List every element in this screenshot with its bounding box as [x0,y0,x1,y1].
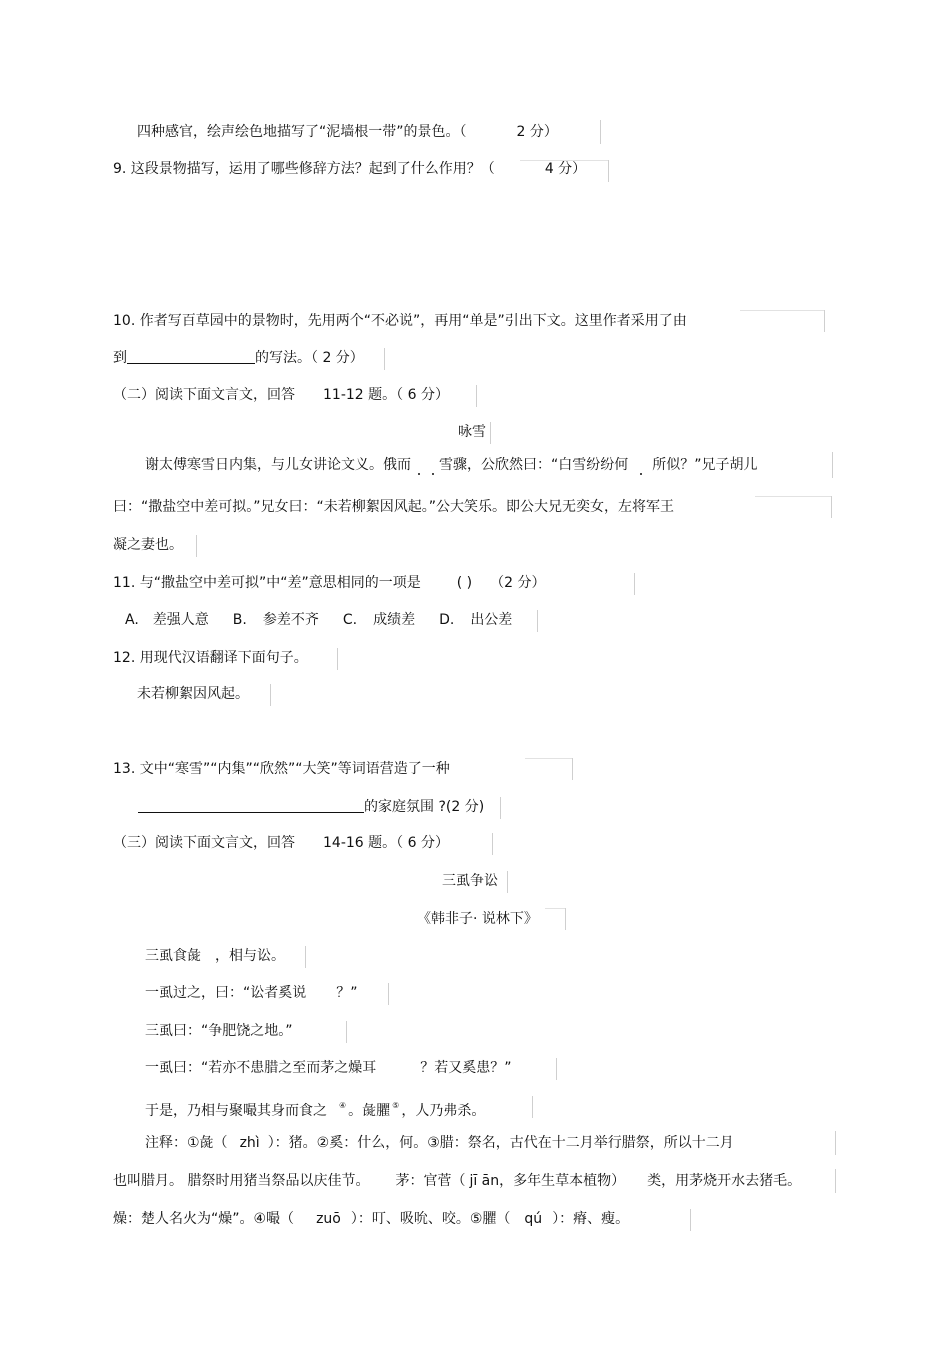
poem-line1-b: 雪骤，公欣然曰：“白雪纷纷何 [439,457,629,473]
notes-line2-a: 也叫腊月。 腊祭时用猪当祭品以庆佳节。 [113,1173,370,1189]
pinyin: qú [524,1211,543,1227]
q10-line1: 10. 作者写百草园中的景物时，先用两个“不必说”，再用“单是”引出下文。这里作者采用了由 [113,313,687,329]
poem-line3: 凝之妻也。 [113,537,183,553]
frame-mark [537,610,538,632]
q11-score: （2 分） [490,575,546,591]
notes-line2-c: ，多年生草本植物） [499,1173,626,1189]
frame-mark [532,1096,533,1118]
story-line3: 三虱曰：“争肥饶之地。” [145,1023,293,1039]
q13-line1: 13. 文中“寒雪”“内集”“欣然”“大笑”等词语营造了一种 [113,761,450,777]
frame-mark [270,684,271,706]
section2-range: 11-12 题。（ 6 分） [323,387,449,403]
story-line4-a: 一虱曰：“若亦不患腊之至而茅之燥耳 [145,1060,377,1076]
story-line5-a: 于是，乃相与聚嘬其身而食之 [145,1103,327,1119]
frame-mark [545,908,565,909]
notes-line3-c: ）：瘠、瘦。 [552,1211,630,1227]
poem-line1-c: 所似？”兄子胡儿 [652,457,758,473]
answer-blank[interactable] [138,812,364,813]
option-a[interactable] [125,612,209,628]
frame-mark [831,496,832,518]
option-text: 成绩差 [373,612,416,628]
frame-mark [740,310,824,311]
answer-blank[interactable] [127,363,255,364]
frame-mark [690,1209,691,1231]
notes-line3-a: 燥：楚人名火为“燥”。④嘬（ [113,1211,295,1227]
q9-question [113,159,586,179]
option-letter: A. [125,612,139,628]
q11-text: 11. 与“撒盐空中差可拟”中“差”意思相同的一项是 [113,575,421,591]
poem-line2: 曰：“撒盐空中差可拟。”兄女曰：“未若柳絮因风起。”公大笑乐。即公大兄无奕女，左将军王 [113,499,675,515]
q10-line2-post: 的写法。（ 2 分） [255,350,364,366]
option-c[interactable] [343,612,415,628]
frame-mark [346,1021,347,1043]
poem-title: 咏雪 [458,424,486,440]
q8-tail-line [137,122,558,142]
section3-heading [113,833,449,853]
pinyin: zuō [316,1211,341,1227]
frame-mark [492,833,493,855]
section3-range: 14-16 题。（ 6 分） [323,835,449,851]
frame-mark [634,573,635,595]
frame-mark [500,797,501,819]
story-line5-c: ，人乃弗杀。 [401,1103,486,1119]
frame-mark [556,1058,557,1080]
option-letter: B. [232,612,247,628]
notes-line2-b: 茅：官菅（ [395,1173,466,1189]
poem-line1-a: 谢太傅寒雪日内集，与儿女讲论文义。俄而 [145,457,411,473]
pinyin: jī ān [469,1173,500,1189]
q13-line2 [138,797,484,817]
section2-text: （二）阅读下面文言文，回答 [113,387,295,403]
q11-paren[interactable]: ( ) [456,575,473,591]
frame-mark [565,908,566,930]
frame-mark [835,1169,836,1193]
notes-line2-d: 类，用茅烧开水去猪毛。 [647,1173,802,1189]
option-b[interactable] [233,612,319,628]
story-line5 [145,1096,485,1121]
option-letter: C. [342,612,358,628]
notes-line1 [145,1133,734,1153]
notes-line1-a: 注释：①彘（ [145,1135,228,1151]
story-line5-b: 。彘臞 [348,1103,391,1119]
frame-mark [835,1131,836,1155]
frame-mark [384,348,385,370]
option-letter: D. [439,612,455,628]
story-line2 [145,983,358,1003]
frame-mark [388,983,389,1005]
frame-mark [572,758,573,780]
story-line2-a: 一虱过之，曰：“讼者奚说 [145,985,307,1001]
section2-heading [113,385,449,405]
frame-mark [520,160,608,161]
q12-sentence: 未若柳絮因风起。 [137,686,249,702]
q8-tail-text: 四种感官，绘声绘色地描写了“泥墙根一带”的景色。（ [137,124,467,140]
option-text: 差强人意 [152,612,209,628]
frame-mark [196,535,197,557]
notes-line3 [113,1209,629,1229]
q9-text: 9. 这段景物描写，运用了哪些修辞方法？起到了什么作用？（ [113,161,495,177]
q11-options [125,610,512,630]
footnote-mark: ⑤ [392,1101,400,1110]
q10-line2 [113,348,364,368]
story-source: 《韩非子· 说林下》 [417,911,538,927]
frame-mark [824,310,825,332]
frame-mark [337,648,338,670]
option-text: 参差不齐 [262,612,319,628]
frame-mark [755,496,831,497]
story-title: 三虱争讼 [442,873,498,889]
poem-line1 [145,455,758,475]
pinyin: zhì [239,1135,260,1151]
q9-score: 4 分） [544,161,587,177]
frame-mark [490,422,491,444]
q10-line2-pre: 到 [113,350,127,366]
story-line1-b: ，相与讼。 [215,948,285,964]
option-d[interactable] [439,612,512,628]
frame-mark [608,160,609,182]
section3-text: （三）阅读下面文言文，回答 [113,835,295,851]
frame-mark [832,452,833,478]
frame-mark [600,120,601,144]
option-text: 出公差 [470,612,513,628]
story-line4-b: ？若又奚患？” [420,1060,512,1076]
story-line4 [145,1058,512,1078]
frame-mark [476,385,477,407]
q13-line2-post: 的家庭氛围 ?(2 分) [364,799,485,815]
notes-line1-b: ）：猪。②奚：什么，何。③腊：祭名，古代在十二月举行腊祭，所以十二月 [267,1135,734,1151]
q8-tail-score: 2 分） [516,124,558,140]
frame-mark [305,946,306,968]
story-line2-b: ？” [336,985,358,1001]
q12-question: 12. 用现代汉语翻译下面句子。 [113,650,308,666]
story-line1-a: 三虱食彘 [145,948,201,964]
frame-mark [507,871,508,893]
notes-line2 [113,1171,801,1191]
notes-line3-b: ）：叮、吸吮、咬。⑤臞（ [350,1211,511,1227]
frame-mark [525,758,572,759]
story-line1 [145,946,285,966]
q11-question [113,573,545,593]
footnote-mark: ④ [339,1101,347,1110]
